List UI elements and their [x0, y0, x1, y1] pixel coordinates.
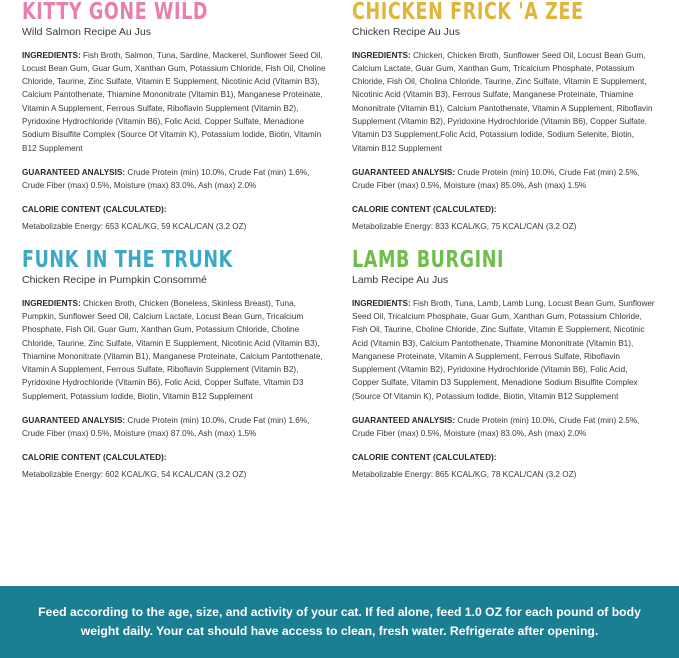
guaranteed-analysis-body	[22, 414, 326, 441]
ingredients-label: INGREDIENTS:	[22, 50, 81, 60]
guaranteed-analysis-label: GUARANTEED ANALYSIS:	[22, 415, 126, 425]
guaranteed-analysis-text: Crude Protein (min) 10.0%, Crude Fat (min) 1.6%, Crude Fiber (max) 0.5%, Moisture (max) 87.0%, Ash (max) 1.5%	[22, 415, 310, 439]
ingredients-block	[352, 297, 656, 403]
ingredients-text: Fish Broth, Tuna, Lamb, Lamb Lung, Locust Bean Gum, Sunflower Seed Oil, Tricalcium Phosphate, Guar Gum, Xanthan Gum, Potassium Chloride, Fish Oil, Taurine, Choline Chloride, Zinc Sulfate, Vitamin E Supplement, Nicotinic Acid (Vitamin B3), Calcium Pantothenate, Thiamine Mononitrate (Vitamin B1), Manganese Proteinate, Vitamin A Supplement, Ferrous Sulfate, Riboflavin Supplement (Vitamin B2), Pyridoxine Hydrochloride (Vitamin B6), Folic Acid, Copper Sulfate, Vitamin D3 Supplement, Menadione Sodium Bisulfite Complex (Source Of Vitamin K), Potassium Iodide, Biotin, Vitamin B12 Supplement	[352, 298, 655, 401]
recipe-title: FUNK IN THE TRUNK	[22, 245, 233, 273]
calorie-content-block	[352, 451, 656, 481]
guaranteed-analysis-body	[352, 414, 656, 441]
guaranteed-analysis-label: GUARANTEED ANALYSIS:	[22, 167, 126, 177]
calorie-content-text: Metabolizable Energy: 602 KCAL/KG, 54 KCAL/CAN (3.2 OZ)	[22, 469, 247, 479]
recipe-panel-kitty-gone-wild	[22, 0, 326, 244]
calorie-content-label: CALORIE CONTENT (CALCULATED):	[352, 453, 497, 463]
guaranteed-analysis-block	[352, 414, 656, 441]
guaranteed-analysis-body	[352, 166, 656, 193]
ingredients-body	[22, 49, 326, 155]
ingredients-text: Chicken Broth, Chicken (Boneless, Skinless Breast), Tuna, Pumpkin, Sunflower Seed Oil, Calcium Lactate, Locust Bean Gum, Tricalcium Phosphate, Fish Oil, Guar Gum, Xanthan Gum, Potassium Chloride, Choline Chloride, Taurine, Zinc Sulfate, Vitamin E Supplement, Nicotinic Acid (Vitamin B3), Thiamine Mononitrate (Vitamin B1), Manganese Proteinate, Calcium Pantothenate, Vitamin A Supplement, Ferrous Sulfate, Riboflavin Supplement (Vitamin B2), Pyridoxine Hydrochloride (Vitamin B6), Folic Acid, Copper Sulfate, Vitamin D3 Supplement, Potassium Iodide, Biotin, Vitamin B12 Supplement	[22, 298, 323, 401]
recipe-panel-lamb-burgini	[352, 244, 656, 492]
guaranteed-analysis-label: GUARANTEED ANALYSIS:	[352, 167, 456, 177]
ingredients-body	[22, 297, 326, 403]
recipe-subtitle: Wild Salmon Recipe Au Jus	[22, 26, 151, 38]
recipe-subtitle: Chicken Recipe Au Jus	[352, 26, 460, 38]
calorie-content-text: Metabolizable Energy: 833 KCAL/KG, 75 KCAL/CAN (3.2 OZ)	[352, 221, 577, 231]
calorie-content-text: Metabolizable Energy: 865 KCAL/KG, 78 KCAL/CAN (3.2 OZ)	[352, 469, 577, 479]
ingredients-label: INGREDIENTS:	[352, 298, 411, 308]
recipe-panel-chicken-frick-a-zee	[352, 0, 656, 244]
recipe-title-wrap	[352, 0, 656, 26]
recipe-title-wrap	[22, 245, 326, 274]
feeding-instructions-text: Feed according to the age, size, and activity of your cat. If fed alone, feed 1.0 OZ for each pound of body weight daily. Your cat should have access to clean, fresh water. Refrigerate after opening.	[38, 605, 641, 638]
calorie-content-text: Metabolizable Energy: 653 KCAL/KG, 59 KCAL/CAN (3.2 OZ)	[22, 221, 247, 231]
feeding-instructions-footer	[0, 586, 679, 658]
calorie-content-block	[22, 203, 326, 233]
recipe-panel-funk-in-the-trunk	[22, 244, 326, 492]
ingredients-block	[22, 297, 326, 403]
ingredients-text: Fish Broth, Salmon, Tuna, Sardine, Mackerel, Sunflower Seed Oil, Locust Bean Gum, Guar Gum, Xanthan Gum, Potassium Chloride, Fish Oil, Choline Chloride, Taurine, Zinc Sulfate, Vitamin E Supplement, Nicotinic Acid (Vitamin B3), Calcium Pantothenate, Thiamine Mononitrate (Vitamin B1), Manganese Proteinate, Vitamin A Supplement, Ferrous Sulfate, Riboflavin Supplement (Vitamin B2), Pyridoxine Hydrochloride (Vitamin B6), Folic Acid, Copper Sulfate, Menadione Sodium Bisulfite Complex (Source Of Vitamin K), Potassium Iodide, Biotin, Vitamin B12 Supplement	[22, 50, 326, 153]
calorie-content-block	[22, 451, 326, 481]
guaranteed-analysis-body	[22, 166, 326, 193]
recipe-title-wrap	[352, 245, 656, 274]
ingredients-text: Chicken, Chicken Broth, Sunflower Seed Oil, Locust Bean Gum, Calcium Lactate, Guar Gum, Xanthan Gum, Tricalcium Phosphate, Potassium Chloride, Fish Oil, Cholina Chloride, Taurine, Zinc Sulfate, Vitamin E Supplement, Nicotinic Acid (Vitamin B3), Ferrous Sulfate, Manganese Proteinate, Thiamine Mononitrate (Vitamin B1), Calcium Pantothenate, Vitamin A Supplement, Riboflavin Supplement (Vitamin B2), Pyridoxine Hydrochloride (Vitamin B6), Copper Sulfate, Vitamin D3 Supplement,Folic Acid, Potassium Iodide, Sodium Selenite, Biotin, Vitamin B12 Supplement	[352, 50, 653, 153]
guaranteed-analysis-text: Crude Protein (min) 10.0%, Crude Fat (min) 2.5%, Crude Fiber (max) 0.5%, Moisture (max) 85.0%, Ash (max) 1.5%	[352, 167, 640, 191]
ingredients-label: INGREDIENTS:	[352, 50, 411, 60]
guaranteed-analysis-text: Crude Protein (min) 10.0%, Crude Fat (min) 1.6%, Crude Fiber (max) 0.5%, Moisture (max) 83.0%, Ash (max) 2.0%	[22, 167, 310, 191]
recipe-title-wrap	[22, 0, 326, 26]
calorie-content-label: CALORIE CONTENT (CALCULATED):	[352, 205, 497, 215]
recipe-title: LAMB BURGINI	[352, 245, 505, 273]
ingredients-block	[22, 49, 326, 155]
calorie-content-label: CALORIE CONTENT (CALCULATED):	[22, 205, 167, 215]
guaranteed-analysis-block	[22, 166, 326, 193]
ingredients-label: INGREDIENTS:	[22, 298, 81, 308]
guaranteed-analysis-block	[22, 414, 326, 441]
calorie-content-block	[352, 203, 656, 233]
guaranteed-analysis-label: GUARANTEED ANALYSIS:	[352, 415, 456, 425]
ingredients-body	[352, 297, 656, 403]
ingredients-block	[352, 49, 656, 155]
recipe-subtitle: Chicken Recipe in Pumpkin Consommé	[22, 274, 207, 287]
recipe-title: CHICKEN FRICK 'A ZEE	[352, 0, 584, 25]
guaranteed-analysis-block	[352, 166, 656, 193]
recipe-title: KITTY GONE WILD	[22, 0, 209, 25]
calorie-content-label: CALORIE CONTENT (CALCULATED):	[22, 453, 167, 463]
ingredients-body	[352, 49, 656, 155]
guaranteed-analysis-text: Crude Protein (min) 10.0%, Crude Fat (min) 2.5%, Crude Fiber (max) 0.5%, Moisture (max) 83.0%, Ash (max) 2.0%	[352, 415, 640, 439]
recipe-subtitle: Lamb Recipe Au Jus	[352, 274, 449, 287]
